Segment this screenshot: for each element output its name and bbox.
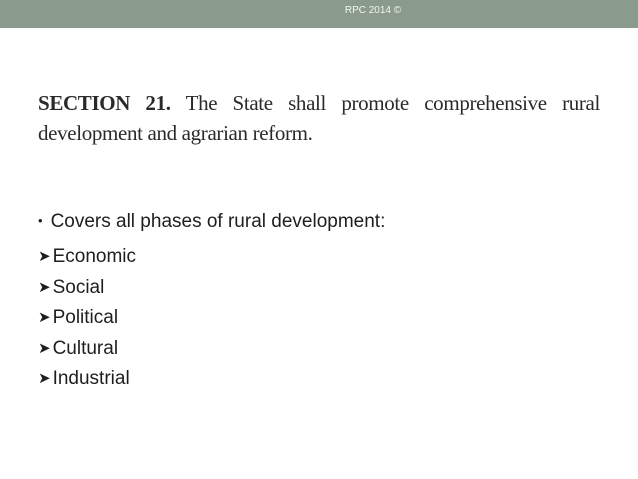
arrow-right-icon: ➤ bbox=[38, 309, 51, 326]
section-heading: SECTION 21. bbox=[38, 91, 171, 115]
sub-bullet-list bbox=[38, 242, 136, 395]
arrow-right-icon: ➤ bbox=[38, 370, 51, 387]
arrow-right-icon: ➤ bbox=[38, 278, 51, 296]
arrow-right-icon: ➤ bbox=[38, 339, 51, 357]
list-item-label: Economic bbox=[52, 246, 136, 267]
list-item bbox=[38, 364, 136, 395]
list-item-label: Industrial bbox=[52, 368, 130, 389]
bullet-text: Covers all phases of rural development: bbox=[50, 211, 386, 232]
section-text: The State shall promote comprehensive rural development and agrarian reform. bbox=[38, 91, 601, 145]
list-item bbox=[38, 303, 136, 334]
bullet-dot-icon: • bbox=[38, 213, 43, 228]
list-item bbox=[38, 334, 136, 365]
top-band bbox=[0, 0, 638, 28]
list-item bbox=[38, 273, 136, 304]
list-item-label: Political bbox=[52, 307, 119, 328]
list-item-label: Social bbox=[52, 276, 105, 298]
bullet-item bbox=[38, 209, 385, 234]
list-item-label: Cultural bbox=[52, 337, 119, 359]
footer-text: RPC 2014 © bbox=[344, 5, 402, 16]
list-item bbox=[38, 242, 136, 273]
arrow-right-icon: ➤ bbox=[38, 248, 51, 265]
section-paragraph bbox=[38, 88, 600, 148]
